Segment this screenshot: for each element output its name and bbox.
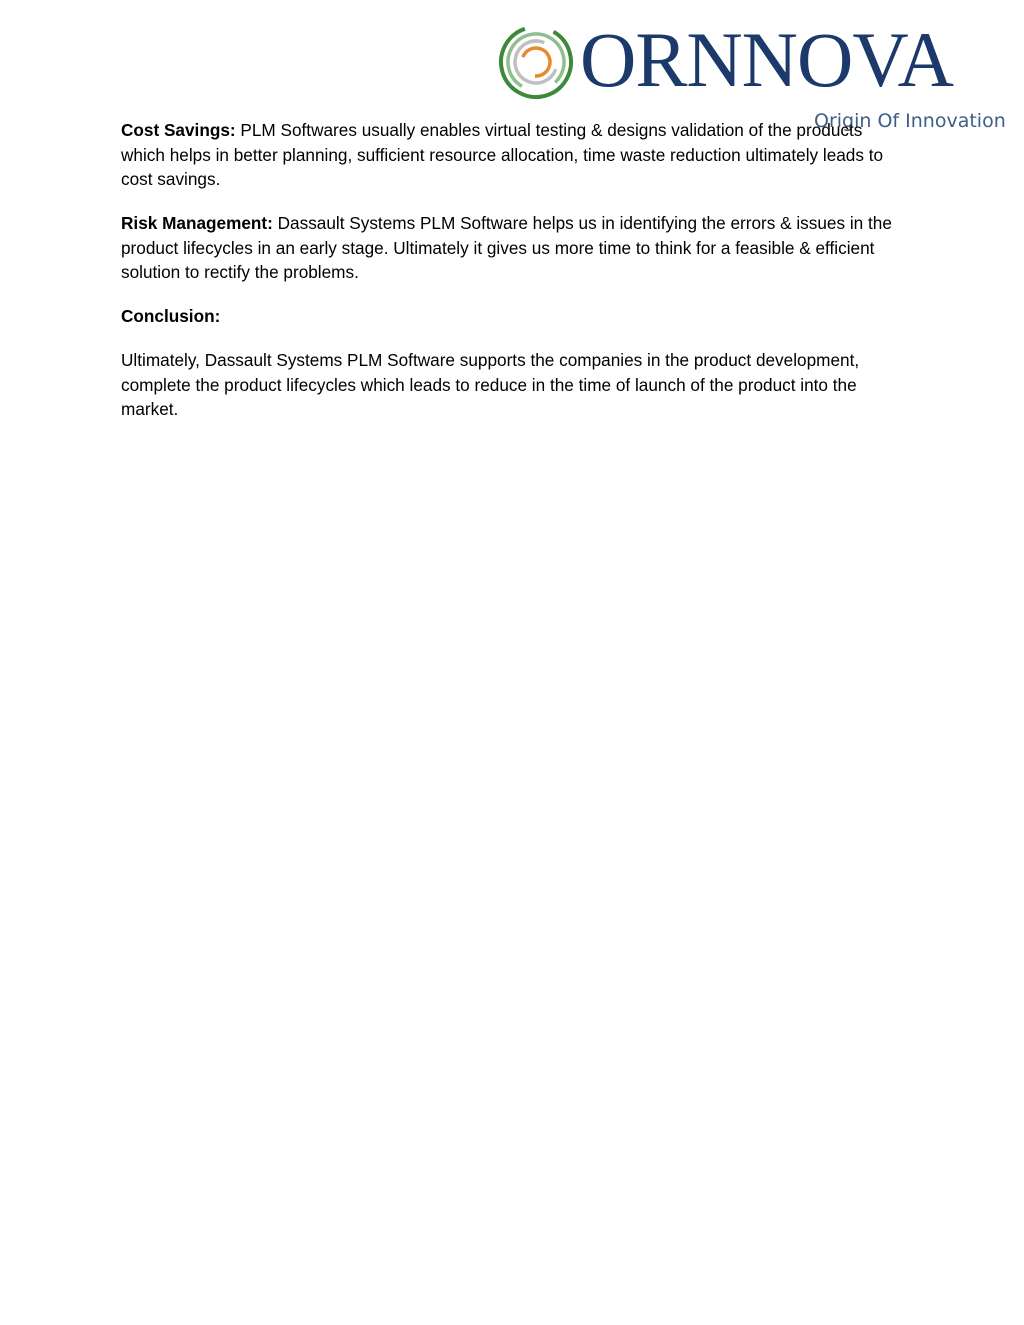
conclusion-heading-label: Conclusion: bbox=[121, 306, 221, 326]
cost-savings-text: PLM Softwares usually enables virtual testing & designs validation of the products which helps in better planning, sufficient resource allocation, time waste reduction ultimately leads to cost savings. bbox=[121, 120, 884, 189]
logo-wordmark: ORNNOVA bbox=[580, 16, 953, 103]
document-body bbox=[121, 118, 911, 441]
cost-savings-label: Cost Savings: bbox=[121, 120, 236, 140]
logo-tagline: Origin Of Innovation bbox=[814, 110, 1006, 132]
risk-management-label: Risk Management: bbox=[121, 213, 273, 233]
logo-rings-icon bbox=[498, 24, 574, 100]
cost-savings-paragraph bbox=[121, 118, 911, 192]
risk-management-paragraph bbox=[121, 211, 911, 285]
risk-management-text: Dassault Systems PLM Software helps us in identifying the errors & issues in the product lifecycles in an early stage. Ultimately it gives us more time to think for a feasible & efficient solution to rectify the problems. bbox=[121, 213, 892, 282]
conclusion-heading bbox=[121, 304, 911, 329]
conclusion-paragraph: Ultimately, Dassault Systems PLM Software supports the companies in the product development, complete the product lifecycles which leads to reduce in the time of launch of the product into the market. bbox=[121, 350, 860, 419]
